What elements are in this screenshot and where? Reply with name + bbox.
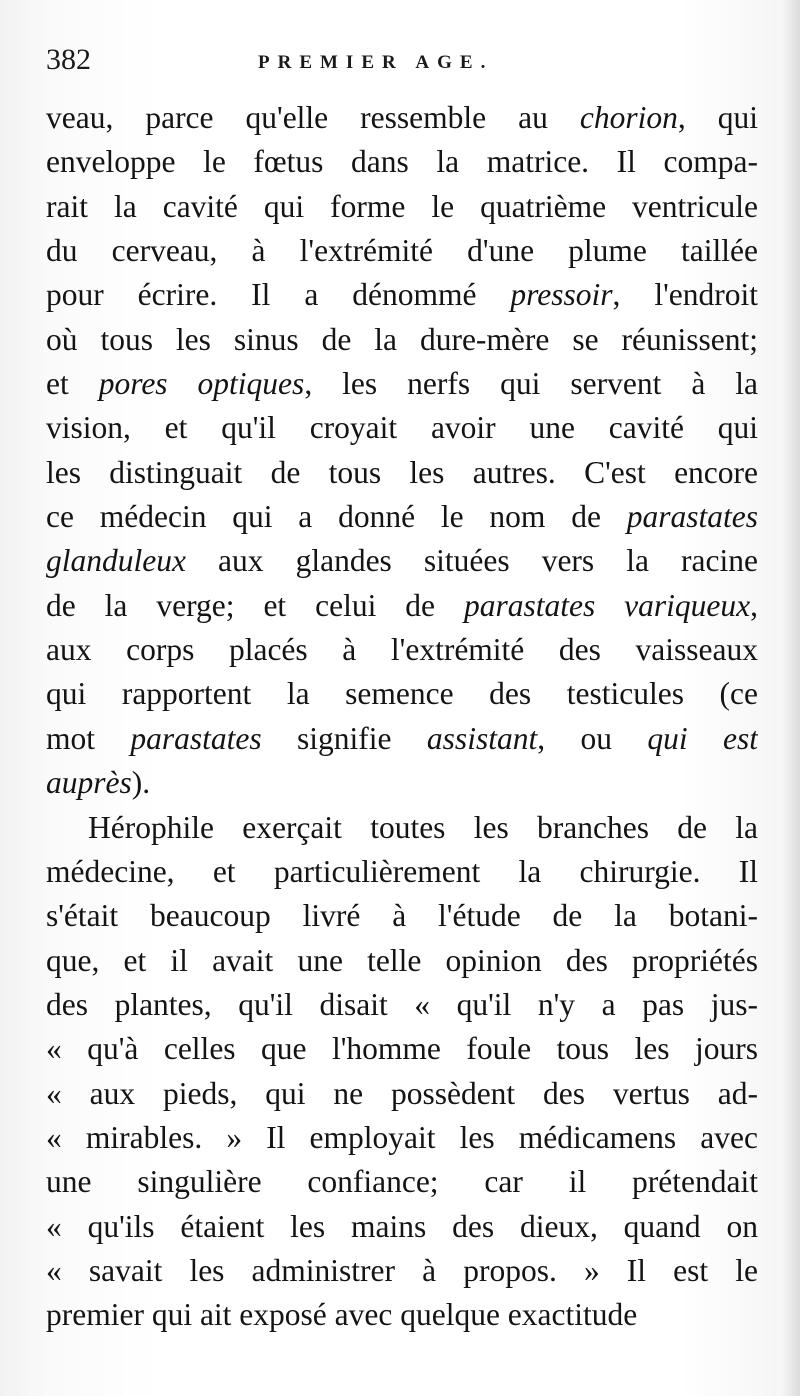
text-run: de la verge; et celui de — [46, 587, 464, 623]
page-header — [46, 40, 766, 84]
text-line — [46, 717, 758, 761]
italic-term: pressoir — [510, 277, 613, 313]
text-run: « mirables. » Il employait les médicamens avec — [46, 1119, 758, 1155]
text-run: qui rapportent la semence des testicules (ce — [46, 676, 758, 712]
text-run: « savait les administrer à propos. » Il est le — [46, 1252, 758, 1288]
text-run: aux corps placés à l'extrémité des vaisseaux — [46, 632, 758, 668]
text-run: des plantes, qu'il disait « qu'il n'y a pas jus- — [46, 986, 758, 1022]
text-run: ). — [131, 765, 151, 801]
text-run: premier qui ait exposé avec quelque exactitude — [46, 1297, 638, 1333]
page-edge-shadow — [782, 0, 800, 1396]
text-run: enveloppe le fœtus dans la matrice. Il compa- — [46, 144, 758, 180]
text-run: aux glandes situées vers la racine — [185, 543, 758, 579]
text-line — [46, 539, 758, 583]
text-line — [46, 584, 758, 628]
text-run: « qu'à celles que l'homme foule tous les jours — [46, 1031, 758, 1067]
text-line — [46, 1249, 758, 1293]
text-line — [46, 185, 758, 229]
italic-term: parastates — [626, 499, 758, 535]
italic-term: assistant — [426, 720, 538, 756]
text-run: , les nerfs qui servent à la — [304, 366, 758, 402]
italic-term: parastates — [130, 720, 262, 756]
text-run: vision, et qu'il croyait avoir une cavité qui — [46, 410, 758, 446]
body-text — [46, 96, 758, 1338]
text-line — [46, 96, 758, 140]
text-run: signifie — [261, 720, 427, 756]
text-run: « aux pieds, qui ne possèdent des vertus ad- — [46, 1075, 758, 1111]
text-run: mot — [46, 720, 131, 756]
text-line — [46, 229, 758, 273]
text-run: , qui — [677, 100, 758, 135]
text-line — [46, 1027, 758, 1071]
text-line — [46, 761, 758, 805]
running-head: PREMIER AGE. — [258, 52, 494, 73]
text-run: « qu'ils étaient les mains des dieux, quand on — [46, 1208, 758, 1244]
text-run: une singulière confiance; car il prétendait — [46, 1164, 758, 1200]
text-run: que, et il avait une telle opinion des propriétés — [46, 942, 758, 978]
text-run: , l'endroit — [612, 277, 758, 313]
text-line — [46, 1205, 758, 1249]
text-line — [46, 273, 758, 317]
text-line — [46, 983, 758, 1027]
text-run: Hérophile exerçait toutes les branches de la — [88, 809, 758, 845]
text-line — [46, 140, 758, 184]
text-line — [46, 1116, 758, 1160]
text-line — [46, 939, 758, 983]
text-run: les distinguait de tous les autres. C'est encore — [46, 454, 758, 490]
text-run: médecine, et particulièrement la chirurgie. Il — [46, 853, 758, 889]
text-line — [46, 672, 758, 716]
italic-term: qui est — [647, 720, 758, 756]
text-run: , ou — [537, 720, 648, 756]
italic-term: chorion — [579, 100, 678, 135]
text-run: s'était beaucoup livré à l'étude de la botani- — [46, 898, 758, 934]
italic-term: pores optiques — [98, 366, 305, 402]
text-line — [46, 362, 758, 406]
text-line — [46, 1160, 758, 1204]
italic-term: glanduleux — [46, 543, 186, 579]
page-number: 382 — [46, 43, 91, 76]
text-run: ce médecin qui a donné le nom de — [46, 499, 627, 535]
text-line — [46, 451, 758, 495]
text-run: pour écrire. Il a dénommé — [46, 277, 511, 313]
text-line — [46, 1072, 758, 1116]
italic-term: parastates variqueux — [463, 587, 751, 623]
italic-term: auprès — [46, 765, 132, 801]
text-run: et — [46, 366, 99, 402]
text-line — [46, 806, 758, 850]
text-line — [46, 406, 758, 450]
text-line — [46, 850, 758, 894]
text-line — [46, 1293, 758, 1337]
text-run: rait la cavité qui forme le quatrième ventricule — [46, 188, 758, 224]
text-line — [46, 495, 758, 539]
text-run: veau, parce qu'elle ressemble au — [46, 100, 580, 135]
text-run: où tous les sinus de la dure-mère se réunissent; — [46, 321, 758, 357]
text-line — [46, 894, 758, 938]
text-line — [46, 318, 758, 362]
text-run: , — [750, 587, 758, 623]
text-line — [46, 628, 758, 672]
text-run: du cerveau, à l'extrémité d'une plume taillée — [46, 233, 758, 269]
